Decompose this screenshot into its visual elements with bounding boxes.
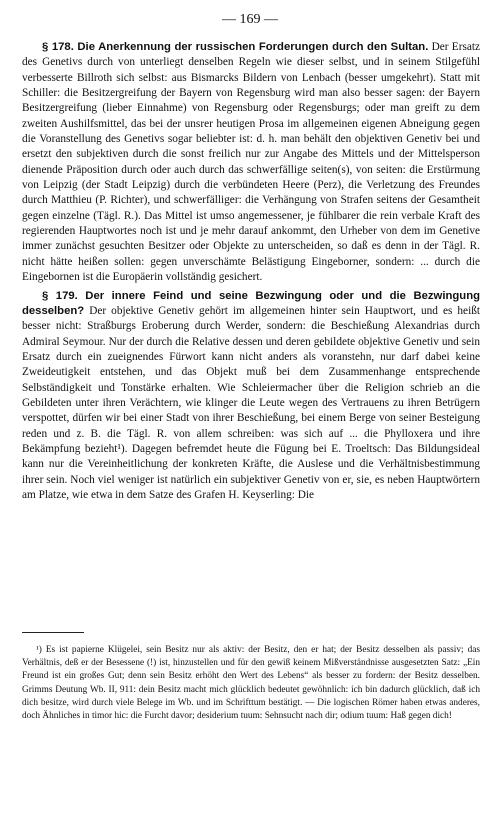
- footnote-divider: [22, 632, 84, 633]
- section-179-heading: § 179. Der innere Feind und seine Bezwingung oder und die Bezwingung desselben?: [22, 289, 480, 317]
- section-178: [22, 40, 480, 286]
- section-179: [22, 289, 480, 504]
- body-text: [22, 40, 480, 503]
- footnote-text: ¹) Es ist papierne Klügelei, sein Besitz nur als aktiv: der Besitz, den er hat; der Besitz desselben als passiv; das Verhältnis, deß er der Besessene (!) ist, hinzustellen und für den gewiß keinem Mißverständnisse ausgesetzten Satz: „Ein Freund ist ein großes Gut; denn sein Besitz erhöht den Wert des Lebens“ als besser zu fordern: der Besitz desselben. Grimms Deutung Wb. II, 911: dein Besitz macht mich glücklich bedeutet gewöhnlich: ich bin dadurch glücklich, daß ich dich besitze, wird durch viele Belege im Wb. und im Schrifttum bestätigt. — Die logischen Römer haben etwas anderes, doch Ähnliches in timor hic: die Furcht davor; desiderium tuum: Sehnsucht nach dir; odium tuum: Haß gegen dich!: [22, 645, 480, 722]
- page-number: — 169 —: [222, 12, 278, 27]
- section-179-body: Der objektive Genetiv gehört im allgemeinen hinter sein Hauptwort, und es heißt besser nicht: Straßburgs Eroberung durch Werder, sondern: die Beschießung Alexandrias durch Admiral Seymour. Nur der durch die Relative dessen und deren gebildete objektive Genetiv und sein Ersatz durch ein zueignendes Fürwort kann nicht anders als voranstehn, nur darf dabei keine Zweideutigkeit entstehen, und das Objekt muß bei dem Zusammenhange entsprechende Selbständigkeit und Tonstärke erhalten. Wie Schleiermacher über die Religion schrieb an die Gebildeten unter ihren Verächtern, wie klinger die Leute wegen des Vertrauens zu ihren Betrügern verspottet, dürfen wir bei einer Stadt von ihrer Beschießung, bei einem Berge von seiner Besteigung reden und z. B. die Tägl. R. von allem schreiben: was sich auf ... die Phylloxera und ihre Bekämpfung bezieht¹). Dagegen befremdet heute die Fügung bei E. Troeltsch: Das Bildungsideal kann nur die Vereinheitlichung der konkreten Kräfte, die Auslese und die Verhältnisbestimmung ihrer sein. Noch viel weniger ist natürlich ein subjektiver Genetiv von er, sie, es neben Hauptwörtern am Platze, wie etwa in dem Satze des Grafen H. Keyserling: Die: [22, 304, 481, 501]
- section-178-heading: § 178. Die Anerkennung der russischen Forderungen durch den Sultan.: [42, 41, 429, 53]
- section-178-body: Der Ersatz des Genetivs durch von unterliegt denselben Regeln wie dieser selbst, und in seinem Stilgefühl verbesserte Billroth sich selbst: aus Bismarcks Bildern von Lenbach (besser umgekehrt). Statt mit Schiller: die Besitzergreifung der Bayern von Regensburg wird man also besser sagen: der Bayern Besitzergreifung (lieber Einnahme) von Regensburg oder Regensburgs; oder man greift zu dem zweiten Aushilfsmittel, das bei der unsrer heutigen Prosa im allgemeinen eigenen Abneigung gegen die Voranstellung des Genetivs sogar beliebter ist: d. h. man behält den objektiven Genetiv bei und ersetzt den subjektiven durch die sonst freilich nur zur Angabe des Mittels und der Mittelsperson dienende Präposition durch oder auch durch das schwerfällige seiten(s), von seiten: die Erstürmung von Leipzig (der Stadt Leipzig) durch die verbündeten Heere (Perz), die Verletzung des Freundes durch Matthieu (P. Richter), und schwerfälliger: die Verhängung von Strafen seitens der Gesamtheit gegen einzelne (Tägl. R.). Das Mittel ist umso angemessener, je fühlbarer die rein verbale Kraft des regierenden Hauptwortes noch ist und je mehr darauf ankommt, den Urheber von dem im Genetive immer zunächst gesuchten Besitzer oder Objekte zu unterscheiden, so daß es denn in der Tägl. R. nicht hätte heißen sollen: gegen unverschämte Belästigung Eingeborner, sondern: ... durch die Eingebornen ist die Europäerin vollständig gesichert.: [22, 41, 481, 284]
- footnote: [22, 644, 480, 723]
